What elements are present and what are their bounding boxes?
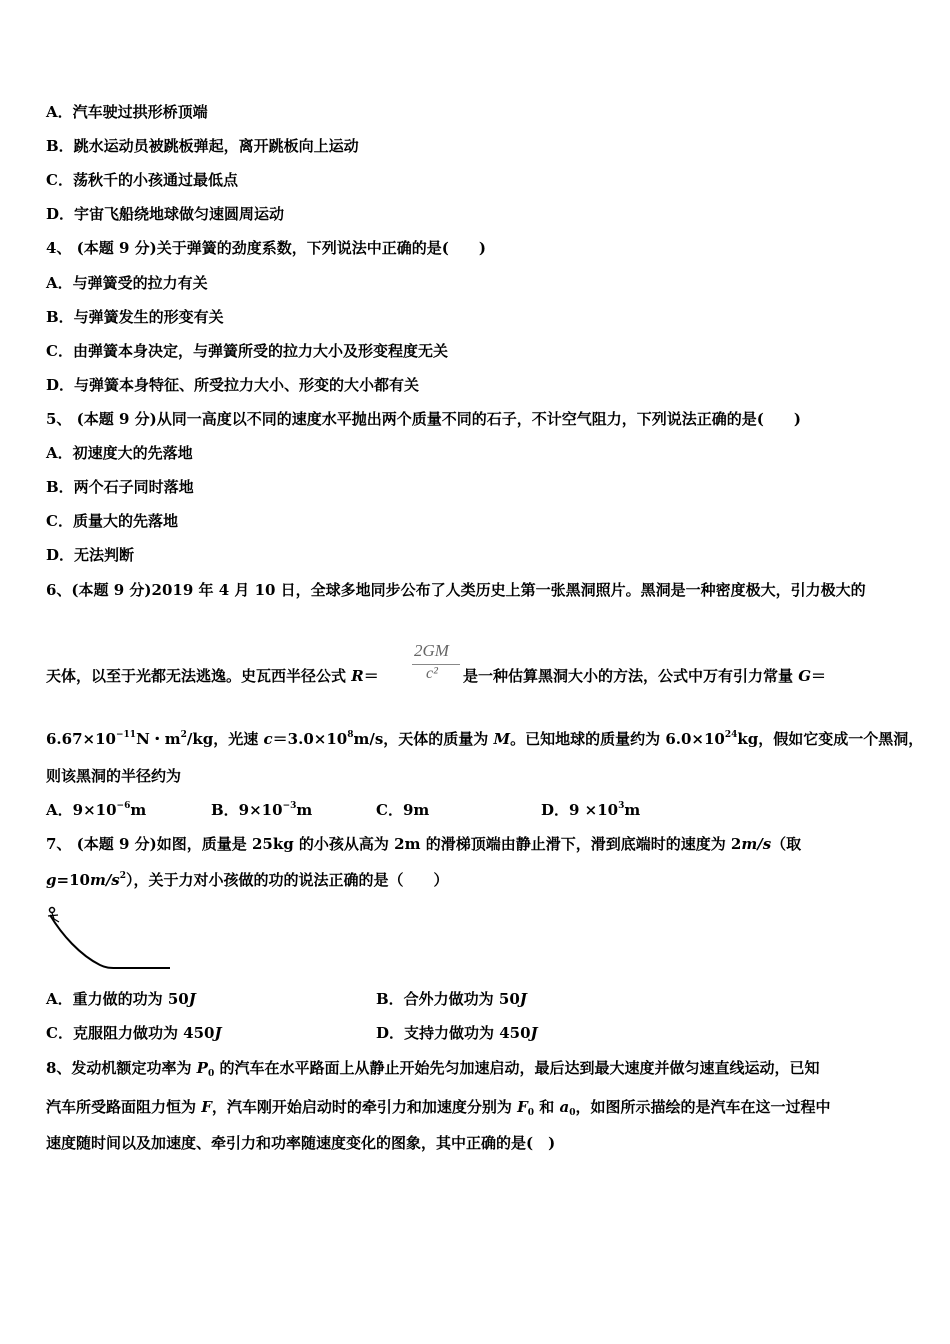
q7-option-a bbox=[46, 989, 196, 1009]
q5-option-b: B．两个石子同时落地 bbox=[46, 478, 194, 496]
option-text: B．合外力做功为 50 bbox=[376, 990, 520, 1008]
q7-option-d bbox=[376, 1023, 538, 1043]
q8-text: 和 bbox=[534, 1098, 560, 1116]
q4-stem: 4、 (本题 9 分)关于弹簧的劲度系数，下列说法中正确的是( ) bbox=[46, 239, 486, 257]
option-text: m bbox=[624, 801, 641, 819]
option-text: m bbox=[296, 801, 313, 819]
q6-line1: 6、(本题 9 分)2019 年 4 月 10 日，全球多地同步公布了人类历史上第一张黑洞照片。黑洞是一种密度极大，引力极大的 bbox=[46, 581, 866, 599]
unit: m/s bbox=[89, 871, 120, 889]
var-r: R bbox=[351, 667, 364, 685]
var-a: a bbox=[559, 1098, 570, 1116]
child-head-icon bbox=[50, 908, 55, 913]
q6-text: 是一种估算黑洞大小的方法，公式中万有引力常量 bbox=[463, 667, 799, 685]
q4-option-c: C．由弹簧本身决定，与弹簧所受的拉力大小及形变程度无关 bbox=[46, 342, 448, 360]
q6-line2-right bbox=[463, 666, 826, 686]
unit: J bbox=[214, 1024, 222, 1042]
q7-text: =10 bbox=[56, 871, 90, 889]
q7-text: 7、 (本题 9 分)如图，质量是 25kg 的小孩从高为 2m 的滑梯顶端由静止滑下，滑到底端时的速度为 2 bbox=[46, 835, 742, 853]
exponent: −6 bbox=[116, 801, 131, 811]
option-text: m bbox=[130, 801, 147, 819]
q8-text: ，如图所示描绘的是汽车在这一过程中 bbox=[575, 1098, 831, 1116]
option-text: C．克服阻力做功为 450 bbox=[46, 1024, 215, 1042]
q7-text: （取 bbox=[771, 835, 802, 853]
var-f: F bbox=[201, 1098, 212, 1116]
var-f: F bbox=[517, 1098, 528, 1116]
q8-text: 汽车所受路面阻力恒为 bbox=[46, 1098, 202, 1116]
q5-option-c: C．质量大的先落地 bbox=[46, 512, 178, 530]
option-text: A．重力做的功为 50 bbox=[46, 990, 189, 1008]
exponent: −3 bbox=[282, 801, 297, 811]
exponent: 2 bbox=[119, 871, 127, 881]
q8-text: ，汽车刚开始启动时的牵引力和加速度分别为 bbox=[211, 1098, 518, 1116]
q6-text: /kg，光速 bbox=[186, 730, 264, 748]
prev-option-a: A．汽车驶过拱形桥顶端 bbox=[46, 103, 208, 121]
q7-text: ），关于力对小孩做的功的说法正确的是（ ） bbox=[126, 871, 449, 889]
q6-option-a bbox=[46, 800, 146, 820]
q8-line1 bbox=[46, 1058, 819, 1078]
q5-option-d: D．无法判断 bbox=[46, 546, 135, 564]
subscript: 0 bbox=[527, 1108, 535, 1118]
equals-sign: ＝ bbox=[363, 667, 379, 685]
exponent: 24 bbox=[724, 730, 738, 740]
q6-option-d bbox=[541, 800, 640, 820]
unit: J bbox=[188, 990, 196, 1008]
var-g: g bbox=[46, 871, 57, 889]
q6-text: ＝ bbox=[811, 667, 827, 685]
q4-option-a: A．与弹簧受的拉力有关 bbox=[46, 274, 208, 292]
q4-option-d: D．与弹簧本身特征、所受拉力大小、形变的大小都有关 bbox=[46, 376, 420, 394]
q6-text: kg，假如它变成一个黑洞， bbox=[737, 730, 924, 748]
option-text: B．9×10 bbox=[211, 801, 283, 819]
fraction-denominator: c² bbox=[426, 665, 438, 682]
slide-curve bbox=[50, 915, 170, 968]
q6-text: N・m bbox=[136, 730, 181, 748]
q7-stem-line2 bbox=[46, 870, 449, 890]
q4-option-b: B．与弹簧发生的形变有关 bbox=[46, 308, 224, 326]
subscript: 0 bbox=[207, 1069, 215, 1079]
exponent: 8 bbox=[347, 730, 354, 740]
q6-text: ＝3.0×10 bbox=[272, 730, 348, 748]
q6-line3 bbox=[46, 729, 923, 749]
q6-text: 天体，以至于光都无法逃逸。史瓦西半径公式 bbox=[46, 667, 352, 685]
unit: m/s bbox=[741, 835, 772, 853]
var-p: P bbox=[196, 1059, 208, 1077]
subscript: 0 bbox=[569, 1108, 576, 1118]
q6-option-c: C．9m bbox=[376, 801, 430, 819]
exponent: −11 bbox=[115, 730, 137, 740]
q7-option-b bbox=[376, 989, 527, 1009]
q7-stem-line1 bbox=[46, 834, 801, 854]
q8-text: 的汽车在水平路面上从静止开始先匀加速启动，最后达到最大速度并做匀速直线运动，已知 bbox=[214, 1059, 820, 1077]
prev-option-b: B．跳水运动员被跳板弹起，离开跳板向上运动 bbox=[46, 137, 359, 155]
slide-diagram bbox=[40, 905, 175, 975]
var-m: M bbox=[493, 730, 511, 748]
schwarzschild-fraction bbox=[412, 641, 462, 689]
fraction-numerator: 2GM bbox=[414, 641, 449, 660]
q6-line4: 则该黑洞的半径约为 bbox=[46, 767, 182, 785]
var-g: G bbox=[798, 667, 812, 685]
exponent: 3 bbox=[618, 801, 625, 811]
q8-line3: 速度随时间以及加速度、牵引力和功率随速度变化的图象，其中正确的是( ) bbox=[46, 1134, 556, 1152]
q6-option-b bbox=[211, 800, 312, 820]
q6-line2-left bbox=[46, 666, 379, 686]
option-text: D．支持力做功为 450 bbox=[376, 1024, 531, 1042]
q7-option-c bbox=[46, 1023, 222, 1043]
q8-line2 bbox=[46, 1097, 831, 1117]
q6-text: 6.67×10 bbox=[46, 730, 116, 748]
q5-stem: 5、 (本题 9 分)从同一高度以不同的速度水平抛出两个质量不同的石子，不计空气阻力，下列说法正确的是( ) bbox=[46, 410, 801, 428]
unit: J bbox=[530, 1024, 538, 1042]
exponent: 2 bbox=[180, 730, 187, 740]
option-text: D．9 ×10 bbox=[541, 801, 619, 819]
q8-text: 8、发动机额定功率为 bbox=[46, 1059, 197, 1077]
option-text: A．9×10 bbox=[46, 801, 117, 819]
q6-text: m/s，天体的质量为 bbox=[353, 730, 494, 748]
q6-text: 。已知地球的质量约为 6.0×10 bbox=[510, 730, 725, 748]
prev-option-d: D．宇宙飞船绕地球做匀速圆周运动 bbox=[46, 205, 285, 223]
var-c: c bbox=[263, 730, 273, 748]
prev-option-c: C．荡秋千的小孩通过最低点 bbox=[46, 171, 238, 189]
q5-option-a: A．初速度大的先落地 bbox=[46, 444, 193, 462]
unit: J bbox=[519, 990, 527, 1008]
